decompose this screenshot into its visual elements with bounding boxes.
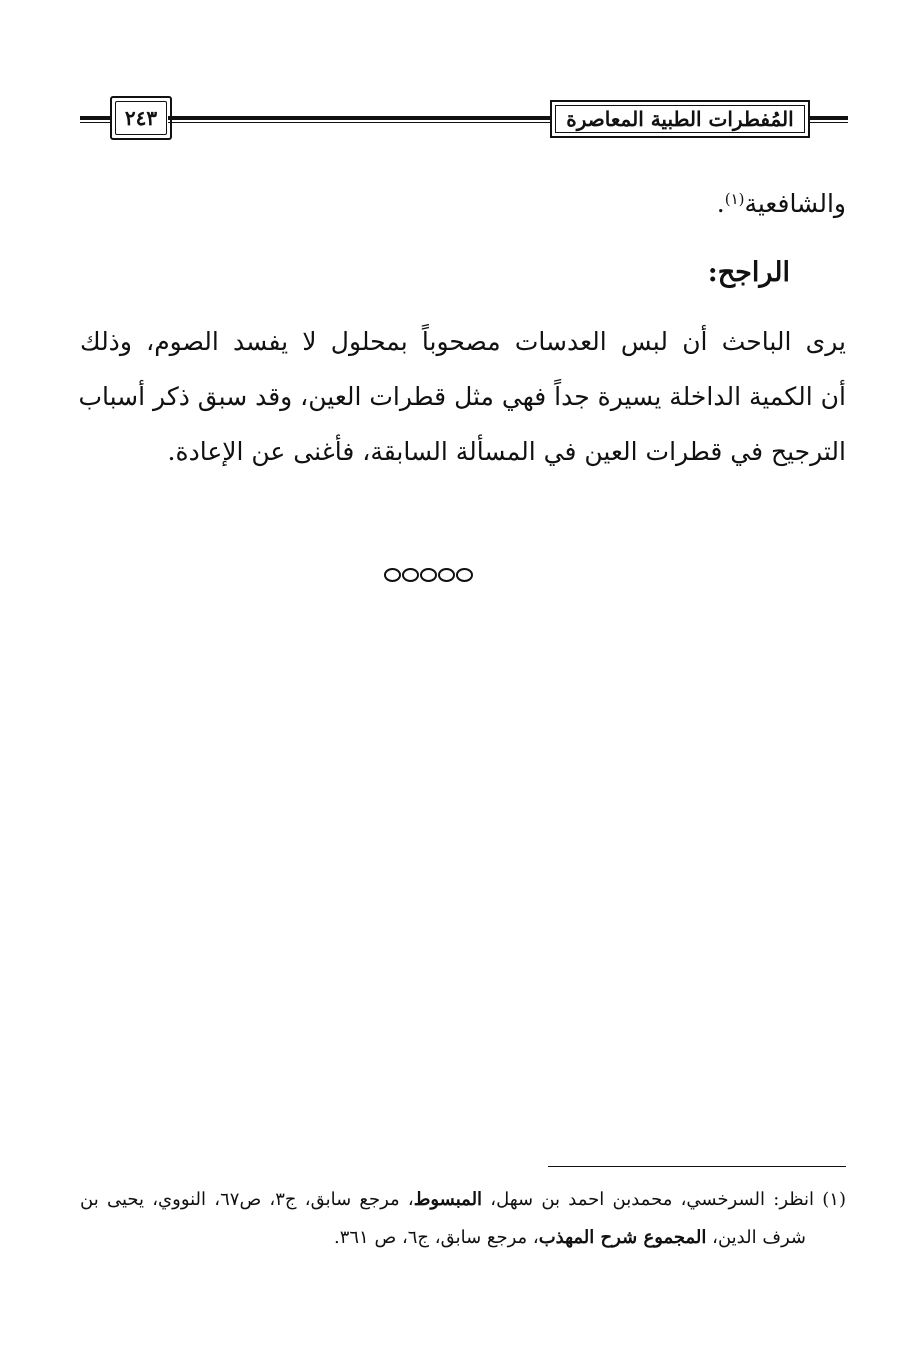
section-divider-ornament [384,568,473,582]
intro-period: . [716,189,725,218]
ornament-ring [384,568,401,582]
footnote-text: (١) انظر: السرخسي، محمدبن احمد بن سهل، [482,1189,846,1210]
footnote-line-2 [80,1219,846,1257]
footnote [80,1181,846,1257]
footnote-separator [548,1166,846,1167]
ornament-ring [438,568,455,582]
footnote-text: شرف الدين، [706,1227,806,1248]
ornament-ring [456,568,473,582]
intro-text: والشافعية [744,189,846,218]
section-heading: الراجح: [707,257,790,288]
page-number: ٢٤٣ [124,106,158,130]
footnote-book-title: المجموع شرح المهذب [538,1227,707,1248]
paragraph-line: الترجيح في قطرات العين في المسألة السابقة، فأغنى عن الإعادة. [167,437,846,466]
page-number-frame [110,96,172,140]
header-rule-middle [168,114,552,126]
footnote-book-title: المبسوط [413,1189,483,1210]
footnote-line-1 [80,1181,846,1219]
footnote-reference[interactable]: (١) [724,190,745,208]
intro-line [717,176,846,231]
header-rule-right [808,114,848,126]
ornament-ring [420,568,437,582]
paragraph-line: أن الكمية الداخلة يسيرة جداً فهي مثل قطرات العين، وقد سبق ذكر أسباب [78,382,846,411]
book-title-frame [550,100,810,138]
paragraph-line: يرى الباحث أن لبس العدسات مصحوباً بمحلول لا يفسد الصوم، وذلك [80,327,846,356]
ornament-ring [402,568,419,582]
footnote-text: ، مرجع سابق، ج٦، ص ٣٦١. [333,1227,539,1248]
body-paragraph [80,314,846,479]
footnote-text: ، مرجع سابق، ج٣، ص٦٧، النووي، يحيى بن [80,1189,414,1210]
header-rule-left [80,114,112,126]
book-title: المُفطرات الطبية المعاصرة [566,107,794,131]
